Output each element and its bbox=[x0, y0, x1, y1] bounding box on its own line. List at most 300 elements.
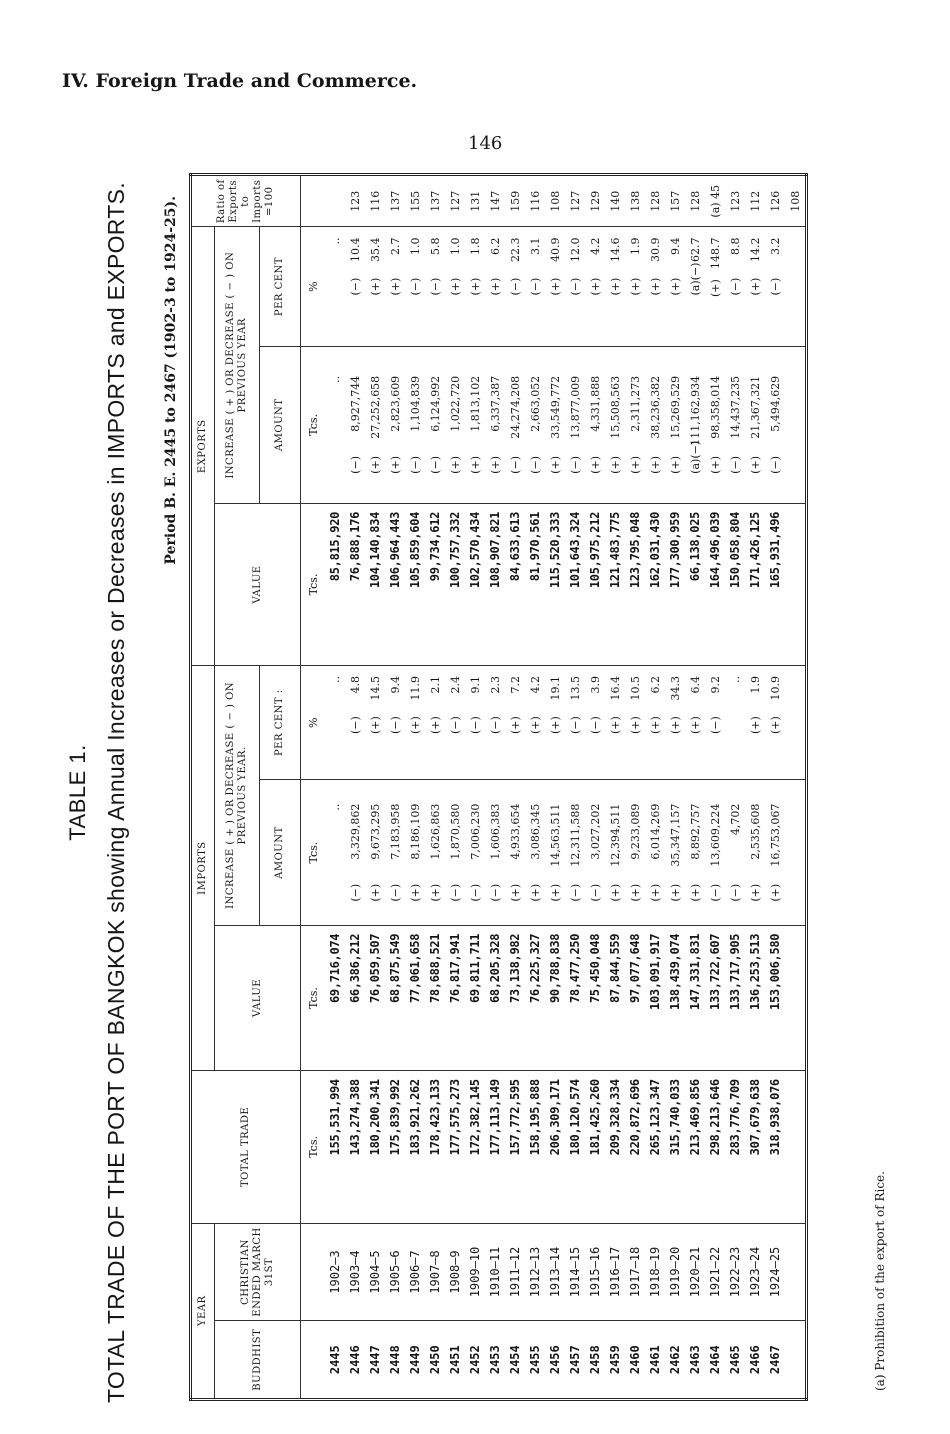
cell-imports-amount bbox=[385, 780, 405, 925]
cell-ratio bbox=[425, 175, 445, 227]
cell-imports-pct bbox=[405, 666, 425, 780]
buddhist-year: 2465 bbox=[728, 1345, 742, 1375]
buddhist-year: 2445 bbox=[328, 1345, 342, 1375]
imports-pct: 11.9 bbox=[408, 676, 422, 701]
cell-imports-amount bbox=[725, 780, 745, 925]
exports-pct-sign: (a)(−) bbox=[688, 262, 702, 296]
exports-value: 100,757,332 bbox=[448, 511, 462, 589]
imports-pct: 9.4 bbox=[388, 676, 402, 694]
exports-pct: 12.0 bbox=[568, 237, 582, 262]
rotated-table-block bbox=[65, 170, 925, 1415]
exports-pct: 1.8 bbox=[468, 237, 482, 255]
christian-year: 1917–18 bbox=[628, 1246, 642, 1298]
imports-amount: 1,870,580 bbox=[448, 803, 462, 860]
cell-exports-amount bbox=[405, 346, 425, 503]
cell-exports-pct bbox=[425, 227, 445, 346]
unit-imports-pct: % bbox=[301, 666, 326, 780]
imports-pct-sign: (+) bbox=[408, 716, 422, 734]
imports-value: 68,205,328 bbox=[488, 933, 502, 1004]
cell-ratio bbox=[625, 175, 645, 227]
exports-value: 104,140,834 bbox=[368, 511, 382, 589]
imports-value: 73,138,982 bbox=[508, 933, 522, 1004]
cell-imports-value bbox=[485, 925, 505, 1070]
table-row bbox=[605, 175, 625, 1400]
cell-exports-amount bbox=[505, 346, 525, 503]
cell-imports-value bbox=[725, 925, 745, 1070]
cell-christian-year bbox=[365, 1223, 385, 1321]
header-imports-incdec: INCREASE ( + ) OR DECREASE ( − ) ON PREVIOUS YEAR. bbox=[215, 666, 260, 926]
cell-exports-amount bbox=[585, 346, 605, 503]
imports-amount: 2,535,608 bbox=[748, 803, 762, 860]
exports-value: 105,975,212 bbox=[588, 511, 602, 589]
table-row bbox=[645, 175, 665, 1400]
cell-ratio bbox=[605, 175, 625, 227]
imports-value: 138,439,074 bbox=[668, 933, 682, 1010]
exports-value: 102,570,434 bbox=[468, 511, 482, 589]
cell-imports-pct bbox=[465, 666, 485, 780]
ratio-value: 131 bbox=[468, 190, 482, 212]
imports-value: 77,061,658 bbox=[408, 933, 422, 1004]
buddhist-year: 2466 bbox=[748, 1345, 762, 1375]
total-trade: 178,423,133 bbox=[428, 1079, 442, 1156]
exports-pct: 14.6 bbox=[608, 237, 622, 262]
total-trade: 172,382,145 bbox=[468, 1079, 482, 1156]
imports-pct-sign: (+) bbox=[528, 716, 542, 734]
imports-amount: .. bbox=[328, 803, 342, 811]
cell-imports-amount bbox=[665, 780, 685, 925]
cell-imports-pct bbox=[545, 666, 565, 780]
unit-exports-amount: Tcs. bbox=[301, 346, 326, 503]
imports-pct: 3.9 bbox=[588, 676, 602, 694]
table-row bbox=[405, 175, 425, 1400]
imports-sign: (+) bbox=[748, 883, 762, 902]
exports-value: 81,970,561 bbox=[528, 511, 542, 582]
ratio-value: 108 bbox=[788, 190, 802, 212]
exports-pct: 148.7 bbox=[708, 237, 722, 269]
imports-sign: (+) bbox=[668, 883, 682, 902]
imports-amount: 13,609,224 bbox=[708, 803, 722, 867]
cell-imports-value bbox=[605, 925, 625, 1070]
cell-buddhist-year bbox=[765, 1321, 785, 1400]
exports-pct: 8.8 bbox=[728, 237, 742, 255]
exports-sign: (+) bbox=[628, 456, 642, 474]
cell-christian-year bbox=[725, 1223, 745, 1321]
cell-exports-pct bbox=[765, 227, 785, 346]
cell-buddhist-year bbox=[685, 1321, 705, 1400]
ratio-value: 129 bbox=[588, 190, 602, 212]
exports-amount: 2,311,273 bbox=[628, 375, 642, 432]
exports-pct-sign: (−) bbox=[568, 277, 582, 296]
cell-exports-value bbox=[325, 503, 345, 665]
cell-total-trade bbox=[565, 1071, 585, 1224]
imports-sign: (+) bbox=[508, 883, 522, 902]
exports-sign: (+) bbox=[388, 456, 402, 474]
cell-imports-pct bbox=[505, 666, 525, 780]
cell-total-trade bbox=[625, 1071, 645, 1224]
cell-imports-amount bbox=[425, 780, 445, 925]
imports-sign: (−) bbox=[588, 883, 602, 902]
christian-year: 1913–14 bbox=[548, 1246, 562, 1298]
exports-value: 85,815,920 bbox=[328, 511, 342, 582]
exports-pct-sign: (+) bbox=[388, 277, 402, 296]
imports-pct-sign: (+) bbox=[668, 716, 682, 734]
cell-imports-value bbox=[705, 925, 725, 1070]
table-row bbox=[525, 175, 545, 1400]
period-line: Period B. E. 2445 to 2467 (1902-3 to 1924-25). bbox=[163, 196, 179, 565]
cell-exports-pct bbox=[605, 227, 625, 346]
cell-exports-amount bbox=[665, 346, 685, 503]
imports-amount: 9,673,295 bbox=[368, 803, 382, 860]
cell-total-trade bbox=[505, 1071, 525, 1224]
cell-christian-year bbox=[425, 1223, 445, 1321]
cell-imports-value bbox=[345, 925, 365, 1070]
imports-pct: 10.5 bbox=[628, 676, 642, 701]
exports-sign: (+) bbox=[488, 456, 502, 474]
cell-imports-pct bbox=[585, 666, 605, 780]
cell-christian-year bbox=[445, 1223, 465, 1321]
ratio-value: (a) 45 bbox=[708, 184, 722, 218]
cell-exports-amount bbox=[765, 346, 785, 503]
table-row bbox=[385, 175, 405, 1400]
cell-christian-year bbox=[325, 1223, 345, 1321]
cell-imports-value bbox=[565, 925, 585, 1070]
exports-amount: 111,162,934 bbox=[688, 375, 702, 446]
imports-pct: 9.1 bbox=[468, 676, 482, 694]
cell-ratio bbox=[765, 175, 785, 227]
table-row bbox=[585, 175, 605, 1400]
cell-exports-value bbox=[425, 503, 445, 665]
buddhist-year: 2447 bbox=[368, 1345, 382, 1375]
exports-amount: 2,823,609 bbox=[388, 375, 402, 432]
ratio-value: 147 bbox=[488, 190, 502, 212]
header-exports-pct: PER CENT bbox=[260, 227, 301, 346]
cell-ratio bbox=[645, 175, 665, 227]
ratio-value: 116 bbox=[368, 190, 382, 212]
imports-pct-sign: (−) bbox=[708, 716, 722, 734]
cell-imports-value bbox=[625, 925, 645, 1070]
imports-value: 136,253,513 bbox=[748, 933, 762, 1010]
table-subtitle: TOTAL TRADE OF THE PORT OF BANGKOK showing Annual Increases or Decreases in IMPORTS and EXPORTS. bbox=[103, 182, 129, 1403]
exports-pct-sign: (+) bbox=[668, 277, 682, 296]
imports-sign: (+) bbox=[688, 883, 702, 902]
exports-sign: (−) bbox=[408, 456, 422, 474]
cell-imports-pct bbox=[385, 666, 405, 780]
christian-year: 1923–24 bbox=[748, 1246, 762, 1298]
exports-sign: (−) bbox=[508, 456, 522, 474]
imports-amount: 4,702 bbox=[728, 803, 742, 836]
total-trade: 206,309,171 bbox=[548, 1079, 562, 1156]
ratio-value: 140 bbox=[608, 190, 622, 212]
cell-imports-pct bbox=[605, 666, 625, 780]
imports-pct: .. bbox=[328, 676, 342, 683]
cell-exports-pct bbox=[345, 227, 365, 346]
exports-pct: 14.2 bbox=[748, 237, 762, 262]
cell-exports-value bbox=[585, 503, 605, 665]
imports-value: 87,844,559 bbox=[608, 933, 622, 1004]
cell-buddhist-year bbox=[385, 1321, 405, 1400]
exports-pct-sign: (+) bbox=[368, 277, 382, 296]
cell-ratio bbox=[405, 175, 425, 227]
cell-christian-year bbox=[705, 1223, 725, 1321]
imports-amount: 7,006,230 bbox=[468, 803, 482, 860]
cell-imports-amount bbox=[485, 780, 505, 925]
cell-imports-value bbox=[445, 925, 465, 1070]
cell-buddhist-year bbox=[585, 1321, 605, 1400]
exports-value: 66,138,025 bbox=[688, 511, 702, 582]
cell-ratio bbox=[465, 175, 485, 227]
cell-ratio bbox=[565, 175, 585, 227]
unit-imports-value: Tcs. bbox=[301, 925, 326, 1070]
imports-amount: 14,563,511 bbox=[548, 803, 562, 867]
cell-imports-pct bbox=[365, 666, 385, 780]
ratio-value: 137 bbox=[428, 190, 442, 212]
exports-value: 177,300,959 bbox=[668, 511, 682, 589]
ratio-value: 112 bbox=[748, 190, 762, 212]
ratio-value: 108 bbox=[548, 190, 562, 212]
cell-exports-amount bbox=[545, 346, 565, 503]
header-imports-amount: AMOUNT bbox=[260, 780, 301, 925]
imports-amount: 35,347,157 bbox=[668, 803, 682, 867]
cell-total-trade bbox=[645, 1071, 665, 1224]
imports-amount: 3,086,345 bbox=[528, 803, 542, 860]
cell-total-trade bbox=[425, 1071, 445, 1224]
cell-exports-amount bbox=[465, 346, 485, 503]
cell-exports-amount bbox=[685, 346, 705, 503]
imports-pct-sign: (−) bbox=[568, 716, 582, 734]
buddhist-year: 2457 bbox=[568, 1345, 582, 1375]
christian-year: 1910–11 bbox=[488, 1246, 502, 1298]
imports-pct-sign: (−) bbox=[588, 716, 602, 734]
cell-exports-value bbox=[705, 503, 725, 665]
cell-christian-year bbox=[565, 1223, 585, 1321]
christian-year: 1920–21 bbox=[688, 1246, 702, 1298]
imports-sign: (−) bbox=[728, 883, 742, 902]
cell-imports-amount bbox=[345, 780, 365, 925]
unit-exports-value: Tcs. bbox=[301, 503, 326, 665]
imports-amount: 12,394,511 bbox=[608, 803, 622, 867]
christian-year: 1915–16 bbox=[588, 1246, 602, 1298]
exports-amount: 1,104,839 bbox=[408, 375, 422, 432]
cell-imports-amount bbox=[365, 780, 385, 925]
imports-pct-sign: (+) bbox=[648, 716, 662, 734]
cell-exports-amount bbox=[325, 346, 345, 503]
table-row bbox=[465, 175, 485, 1400]
imports-amount: 7,183,958 bbox=[388, 803, 402, 860]
exports-amount: 8,927,744 bbox=[348, 375, 362, 432]
exports-pct-sign: (+) bbox=[588, 277, 602, 296]
header-imports-value: VALUE bbox=[215, 925, 301, 1070]
table-row bbox=[725, 175, 745, 1400]
imports-sign: (+) bbox=[628, 883, 642, 902]
cell-exports-pct bbox=[505, 227, 525, 346]
exports-value: 101,643,324 bbox=[568, 511, 582, 589]
cell-imports-value bbox=[405, 925, 425, 1070]
cell-buddhist-year bbox=[365, 1321, 385, 1400]
cell-exports-value bbox=[405, 503, 425, 665]
cell-exports-pct bbox=[405, 227, 425, 346]
exports-sign: (+) bbox=[648, 456, 662, 474]
cell-exports-pct bbox=[545, 227, 565, 346]
cell-buddhist-year bbox=[785, 1321, 807, 1400]
imports-sign: (−) bbox=[348, 883, 362, 902]
exports-value: 165,931,496 bbox=[768, 511, 782, 589]
cell-imports-value bbox=[505, 925, 525, 1070]
cell-exports-value bbox=[465, 503, 485, 665]
cell-ratio bbox=[545, 175, 565, 227]
cell-exports-value bbox=[785, 503, 807, 665]
cell-christian-year bbox=[345, 1223, 365, 1321]
cell-christian-year bbox=[405, 1223, 425, 1321]
cell-exports-amount bbox=[705, 346, 725, 503]
ratio-value: 123 bbox=[348, 190, 362, 212]
buddhist-year: 2454 bbox=[508, 1345, 522, 1375]
cell-exports-pct bbox=[665, 227, 685, 346]
christian-year: 1903–4 bbox=[348, 1250, 362, 1294]
exports-sign: (+) bbox=[668, 456, 682, 474]
cell-christian-year bbox=[625, 1223, 645, 1321]
cell-exports-amount bbox=[605, 346, 625, 503]
cell-exports-value bbox=[565, 503, 585, 665]
exports-sign: (−) bbox=[348, 456, 362, 474]
buddhist-year: 2453 bbox=[488, 1345, 502, 1375]
exports-amount: 98,358,014 bbox=[708, 375, 722, 439]
cell-imports-pct bbox=[705, 666, 725, 780]
cell-ratio bbox=[525, 175, 545, 227]
christian-year: 1916–17 bbox=[608, 1246, 622, 1298]
cell-exports-value bbox=[745, 503, 765, 665]
cell-exports-amount bbox=[425, 346, 445, 503]
exports-pct-sign: (−) bbox=[508, 277, 522, 296]
unit-exports-pct: % bbox=[301, 227, 326, 346]
cell-total-trade bbox=[325, 1071, 345, 1224]
cell-imports-pct bbox=[565, 666, 585, 780]
table-title: TABLE 1. bbox=[65, 744, 90, 841]
exports-value: 115,520,333 bbox=[548, 511, 562, 589]
cell-exports-pct bbox=[585, 227, 605, 346]
ratio-value: 127 bbox=[448, 190, 462, 212]
ratio-value: 116 bbox=[528, 190, 542, 212]
table-row bbox=[485, 175, 505, 1400]
exports-pct: 1.9 bbox=[628, 237, 642, 255]
imports-amount: 1,606,383 bbox=[488, 803, 502, 860]
cell-exports-pct bbox=[445, 227, 465, 346]
table-row bbox=[565, 175, 585, 1400]
cell-total-trade bbox=[705, 1071, 725, 1224]
exports-pct: 3.2 bbox=[768, 237, 782, 255]
christian-year: 1918–19 bbox=[648, 1246, 662, 1298]
total-trade: 181,425,260 bbox=[588, 1079, 602, 1156]
table-row bbox=[765, 175, 785, 1400]
cell-christian-year bbox=[385, 1223, 405, 1321]
exports-sign: (+) bbox=[468, 456, 482, 474]
christian-year: 1911–12 bbox=[508, 1246, 522, 1298]
header-imports: IMPORTS bbox=[191, 666, 215, 1071]
cell-exports-amount bbox=[345, 346, 365, 503]
buddhist-year: 2452 bbox=[468, 1345, 482, 1375]
cell-exports-amount bbox=[365, 346, 385, 503]
total-trade: 177,113,149 bbox=[488, 1079, 502, 1156]
header-buddhist: BUDDHIST bbox=[215, 1321, 301, 1400]
exports-value: 121,483,775 bbox=[608, 511, 622, 589]
table-row bbox=[545, 175, 565, 1400]
imports-value: 69,716,074 bbox=[328, 933, 342, 1004]
cell-imports-pct bbox=[625, 666, 645, 780]
buddhist-year: 2450 bbox=[428, 1345, 442, 1375]
total-trade: 183,921,262 bbox=[408, 1079, 422, 1156]
cell-imports-amount bbox=[745, 780, 765, 925]
exports-amount: 21,367,321 bbox=[748, 375, 762, 439]
table-row bbox=[365, 175, 385, 1400]
exports-amount: 2,663,052 bbox=[528, 375, 542, 432]
exports-pct-sign: (−) bbox=[768, 277, 782, 296]
table-row bbox=[665, 175, 685, 1400]
cell-total-trade bbox=[685, 1071, 705, 1224]
exports-amount: 13,877,009 bbox=[568, 375, 582, 439]
imports-value: 133,722,607 bbox=[708, 933, 722, 1010]
exports-amount: 24,274,208 bbox=[508, 375, 522, 439]
cell-imports-value bbox=[665, 925, 685, 1070]
cell-buddhist-year bbox=[745, 1321, 765, 1400]
table-row bbox=[505, 175, 525, 1400]
exports-amount: 15,508,563 bbox=[608, 375, 622, 439]
total-trade: 265,123,347 bbox=[648, 1079, 662, 1156]
total-trade: 157,772,595 bbox=[508, 1079, 522, 1156]
exports-pct-sign: (+) bbox=[708, 279, 722, 297]
cell-imports-pct bbox=[485, 666, 505, 780]
table-row bbox=[425, 175, 445, 1400]
exports-sign: (+) bbox=[748, 456, 762, 474]
exports-pct: 5.8 bbox=[428, 237, 442, 255]
imports-pct: 19.1 bbox=[548, 676, 562, 701]
christian-year: 1921–22 bbox=[708, 1246, 722, 1298]
cell-exports-pct bbox=[365, 227, 385, 346]
imports-amount: 12,311,588 bbox=[568, 803, 582, 867]
cell-exports-pct bbox=[725, 227, 745, 346]
cell-imports-amount bbox=[505, 780, 525, 925]
cell-imports-amount bbox=[645, 780, 665, 925]
exports-amount: 6,337,387 bbox=[488, 375, 502, 432]
imports-pct-sign: (+) bbox=[548, 716, 562, 734]
table-row bbox=[345, 175, 365, 1400]
exports-pct-sign: (+) bbox=[488, 277, 502, 296]
table-row bbox=[705, 175, 725, 1400]
exports-sign: (+) bbox=[368, 456, 382, 474]
buddhist-year: 2462 bbox=[668, 1345, 682, 1375]
cell-imports-pct bbox=[785, 666, 807, 780]
exports-pct: 6.2 bbox=[488, 237, 502, 255]
cell-exports-value bbox=[545, 503, 565, 665]
imports-amount: 9,233,089 bbox=[628, 803, 642, 860]
christian-year: 1907–8 bbox=[428, 1250, 442, 1294]
cell-total-trade bbox=[605, 1071, 625, 1224]
cell-imports-value bbox=[365, 925, 385, 1070]
total-trade: 213,469,856 bbox=[688, 1079, 702, 1156]
ratio-value: 128 bbox=[648, 190, 662, 212]
exports-pct: 30.9 bbox=[648, 237, 662, 262]
imports-sign: (+) bbox=[648, 883, 662, 902]
imports-amount: 6,014,269 bbox=[648, 803, 662, 860]
cell-imports-amount bbox=[685, 780, 705, 925]
exports-sign: (a)(−) bbox=[688, 440, 702, 474]
imports-value: 76,817,941 bbox=[448, 933, 462, 1004]
cell-imports-amount bbox=[465, 780, 485, 925]
cell-buddhist-year bbox=[545, 1321, 565, 1400]
ratio-value: 126 bbox=[768, 190, 782, 212]
header-christian: CHRISTIAN ENDED MARCH 31ST bbox=[215, 1223, 301, 1321]
cell-ratio bbox=[485, 175, 505, 227]
exports-pct-sign: (+) bbox=[608, 277, 622, 296]
christian-year: 1902–3 bbox=[328, 1250, 342, 1294]
